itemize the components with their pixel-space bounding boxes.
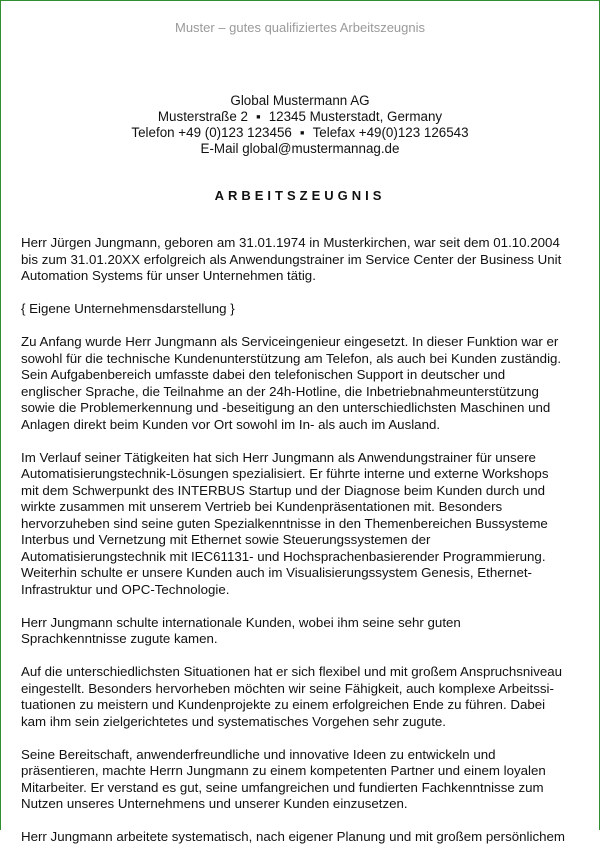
paragraph-work-style: Herr Jungmann arbeitete systematisch, nach eigener Planung und mit großem persönlichem (21, 829, 565, 844)
company-address-line (1, 109, 599, 125)
paragraph-international: Herr Jungmann schulte internationale Kunden, wobei ihm seine sehr guten Sprachkenntnisse zugute kamen. (21, 614, 461, 646)
company-email: E-Mail global@mustermannag.de (200, 141, 400, 156)
company-city: 12345 Musterstadt, Germany (268, 109, 443, 124)
separator-bullet: ▪ (299, 125, 305, 140)
paragraph-flexibility: Auf die unterschiedlichsten Situationen hat er sich flexibel und mit großem Anspruchsniveau eingestellt. Besonders hervorheben möchten wir seine Fähigkeit, auch komplexe Arbeitssi- tuationen zu meistern und Kundenprojekte zu einem erfolgreichen Ende zu führen. Dabei kam ihm sein zielgerichtetes und systematisches Vorgehen sehr zugute. (21, 664, 563, 729)
paragraph-company-placeholder: { Eigene Unternehmensdarstellung } (21, 301, 235, 316)
company-fax: Telefax +49(0)123 126543 (312, 125, 469, 140)
company-address-block (1, 93, 599, 157)
separator-bullet: ▪ (255, 109, 261, 124)
document-body (21, 235, 591, 862)
paragraph-initial-role: Zu Anfang wurde Herr Jungmann als Serviceingenieur eingesetzt. In dieser Funktion war er sowohl für die technische Kundenunterstützung am Telefon, als auch bei Kunden zuständig. Sein Aufgabenbereich umfasste dabei den telefonischen Support in deutscher und englischer Sprache, die Teilnahme an der 24h-Hotline, die Inbetriebnahmeunterstützung sowie die Problemerkennung und -beseitigung an den unterschiedlichsten Maschinen und Anlagen direkt beim Kunden vor Ort sowohl im In- als auch im Ausland. (21, 334, 562, 432)
document-title: ARBEITSZEUGNIS (214, 188, 386, 203)
paragraph-ideas: Seine Bereitschaft, anwenderfreundliche und innovative Ideen zu entwickeln und präsentieren, machte Herrn Jungmann zu einem kompetenten Partner und einem loyalen Mitarbeiter. Er verstand es gut, seine umfangreichen und fundierten Fachkenntnisse zum Nutzen unseres Unternehmens und unserer Kunden einzusetzen. (21, 746, 546, 811)
page-header: Muster – gutes qualifiziertes Arbeitszeugnis (174, 20, 425, 35)
company-phone: Telefon +49 (0)123 123456 (131, 125, 292, 140)
paragraph-introduction: Herr Jürgen Jungmann, geboren am 31.01.1974 in Musterkirchen, war seit dem 01.10.2004 bis zum 31.01.20XX erfolgreich als Anwendungstrainer im Service Center der Business Unit Automation Systems für unser Unternehmen tätig. (21, 235, 562, 283)
company-contact-line (1, 125, 599, 141)
company-street: Musterstraße 2 (157, 109, 248, 124)
company-name: Global Mustermann AG (230, 93, 370, 108)
paragraph-specialization: Im Verlauf seiner Tätigkeiten hat sich Herr Jungmann als Anwendungstrainer für unsere Automatisierungstechnik-Lösungen spezialisiert. Er führte interne und externe Workshops mit dem Schwerpunkt des INTERBUS Startup und der Diagnose beim Kunden durch und wirkte zusammen mit unserem Vertrieb bei Kundenpräsentationen mit. Besonders hervorzuheben sind seine guten Spezialkenntnisse in den Themenbereichen Bussysteme Interbus und Vernetzung mit Ethernet sowie Steuerungssystemen der Automatisierungstechnik mit IEC61131- und Hochsprachenbasierender Programmierung. Weiterhin schulte er unsere Kunden auch im Visualisierungssystem Genesis, Ethernet- Infrastruktur und OPC-Technologie. (21, 449, 549, 597)
